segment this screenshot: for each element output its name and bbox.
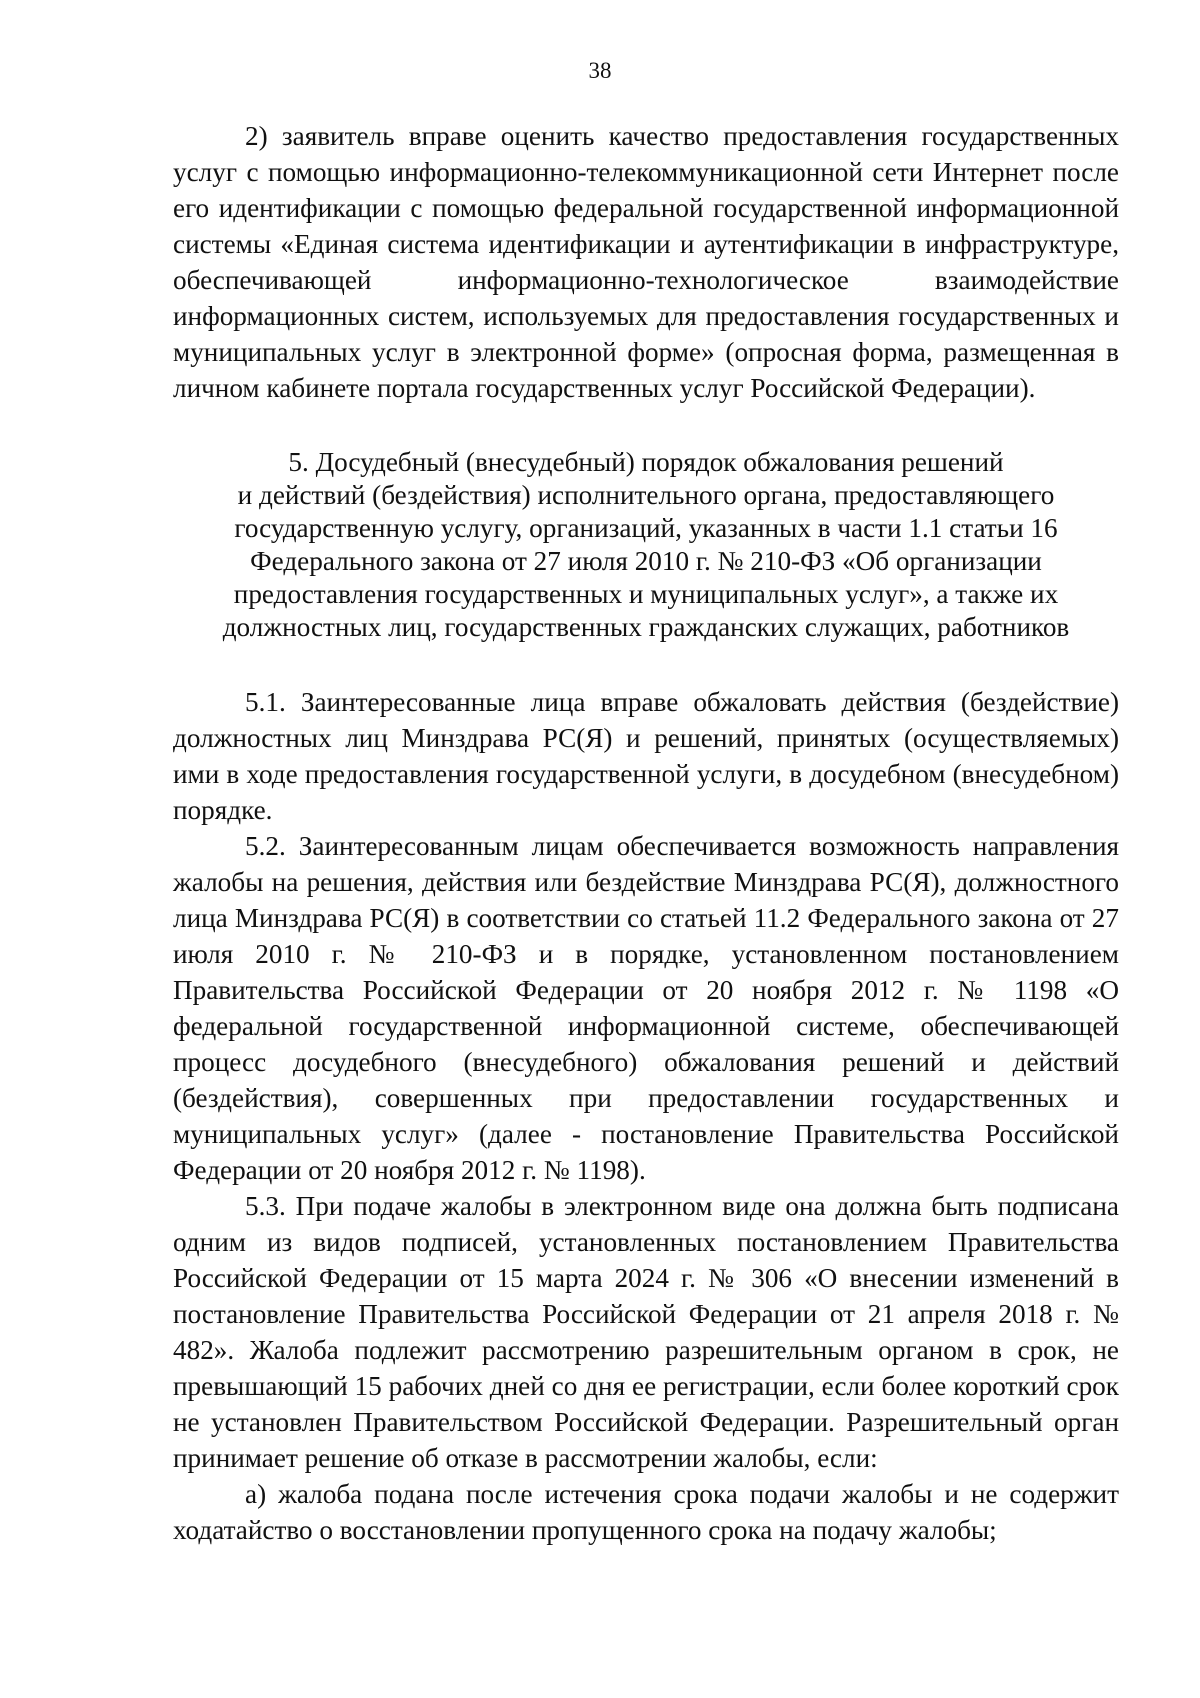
paragraph-item-2: 2) заявитель вправе оценить качество предоставления государственных услуг с помощью информационно-телекоммуникационной сети Интернет после его идентификации с помощью федеральной государственной информационной системы «Единая система идентификации и аутентификации в инфраструктуре, обеспечивающей информационно-технологическое взаимодействие информационных систем, используемых для предоставления государственных и муниципальных услуг в электронной форме» (опросная форма, размещенная в личном кабинете портала государственных услуг Российской Федерации). (173, 121, 1119, 403)
section-heading-line: и действий (бездействия) исполнительного органа, предоставляющего (237, 480, 1055, 510)
document-body (173, 118, 1119, 1548)
section-heading-line: государственную услугу, организаций, указанных в части 1.1 статьи 16 (234, 513, 1058, 543)
paragraph-5-2: 5.2. Заинтересованным лицам обеспечивается возможность направления жалобы на решения, действия или бездействие Минздрава РС(Я), должностного лица Минздрава РС(Я) в соответствии со статьей 11.2 Федерального закона от 27 июля 2010 г. № 210-ФЗ и в порядке, установленном постановлением Правительства Российской Федерации от 20 ноября 2012 г. № 1198 «О федеральной государственной информационной системе, обеспечивающей процесс досудебного (внесудебного) обжалования решений и действий (бездействия), совершенных при предоставлении государственных и муниципальных услуг» (далее - постановление Правительства Российской Федерации от 20 ноября 2012 г. № 1198). (173, 831, 1119, 1185)
section-heading-line: 5. Досудебный (внесудебный) порядок обжалования решений (288, 447, 1004, 477)
page-number: 38 (588, 58, 612, 83)
paragraph-item-a: а) жалоба подана после истечения срока подачи жалобы и не содержит ходатайство о восстановлении пропущенного срока на подачу жалобы; (173, 1479, 1119, 1545)
section-heading (173, 446, 1119, 644)
paragraph-5-3: 5.3. При подаче жалобы в электронном виде она должна быть подписана одним из видов подписей, установленных постановлением Правительства Российской Федерации от 15 марта 2024 г. № 306 «О внесении изменений в постановление Правительства Российской Федерации от 21 апреля 2018 г. № 482». Жалоба подлежит рассмотрению разрешительным органом в срок, не превышающий 15 рабочих дней со дня ее регистрации, если более короткий срок не установлен Правительством Российской Федерации. Разрешительный орган принимает решение об отказе в рассмотрении жалобы, если: (173, 1191, 1119, 1473)
section-heading-line: предоставления государственных и муниципальных услуг», а также их (233, 579, 1059, 609)
section-heading-line: Федерального закона от 27 июля 2010 г. № 210-ФЗ «Об организации (250, 546, 1042, 576)
paragraph-5-1: 5.1. Заинтересованные лица вправе обжаловать действия (бездействие) должностных лиц Минздрава РС(Я) и решений, принятых (осуществляемых) ими в ходе предоставления государственной услуги, в досудебном (внесудебном) порядке. (173, 687, 1119, 825)
section-heading-line: должностных лиц, государственных гражданских служащих, работников (222, 612, 1070, 642)
